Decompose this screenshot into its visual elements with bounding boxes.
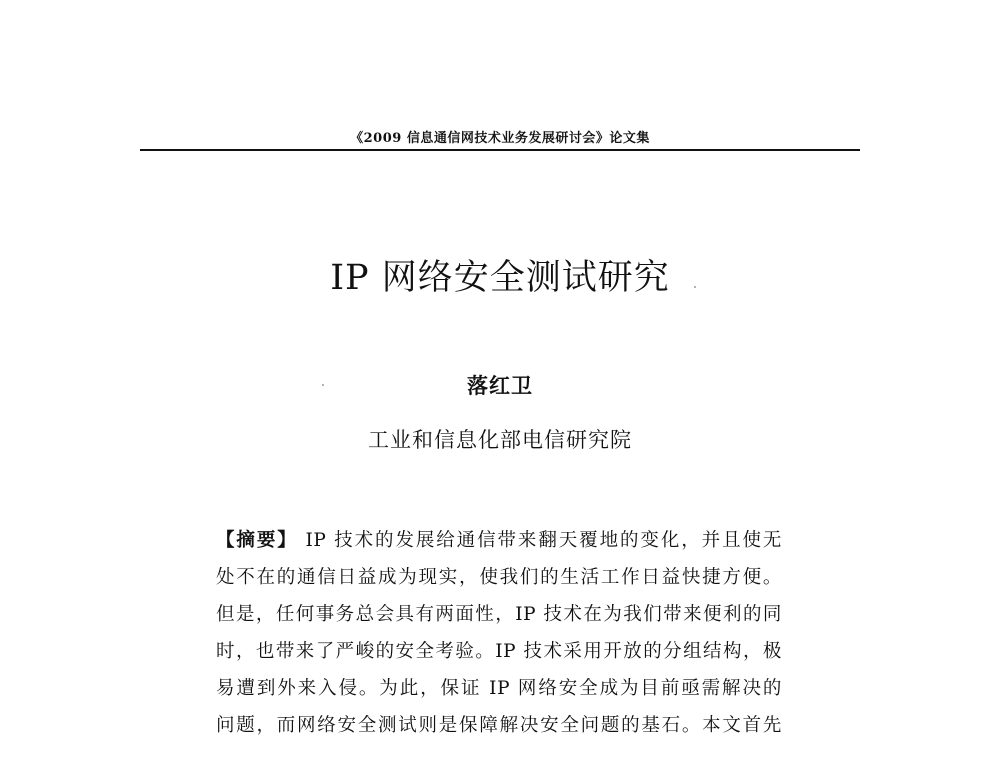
abstract-line: 问题，而网络安全测试则是保障解决安全问题的基石。本文首先 xyxy=(216,715,782,736)
abstract-line: 时，也带来了严峻的安全考验。IP 技术采用开放的分组结构，极 xyxy=(216,641,782,662)
abstract-label: 【摘要】 xyxy=(216,530,298,551)
paper-title: IP 网络安全测试研究 xyxy=(330,258,670,298)
abstract-body xyxy=(216,522,782,744)
abstract-line: 易遭到外来入侵。为此，保证 IP 网络安全成为目前亟需解决的 xyxy=(216,678,782,699)
scan-speck xyxy=(694,286,696,288)
author-affiliation: 工业和信息化部电信研究院 xyxy=(368,428,632,452)
running-header: 《2009 信息通信网技术业务发展研讨会》论文集 xyxy=(350,131,650,146)
abstract-line xyxy=(216,522,782,559)
abstract-line-text: IP 技术的发展给通信带来翻天覆地的变化，并且使无 xyxy=(305,530,782,551)
author-name: 落红卫 xyxy=(467,373,533,398)
header-rule xyxy=(140,149,860,151)
abstract-line: 但是，任何事务总会具有两面性，IP 技术在为我们带来便利的同 xyxy=(216,604,782,625)
scan-speck xyxy=(322,384,324,386)
abstract-line: 处不在的通信日益成为现实，使我们的生活工作日益快捷方便。 xyxy=(216,567,782,588)
